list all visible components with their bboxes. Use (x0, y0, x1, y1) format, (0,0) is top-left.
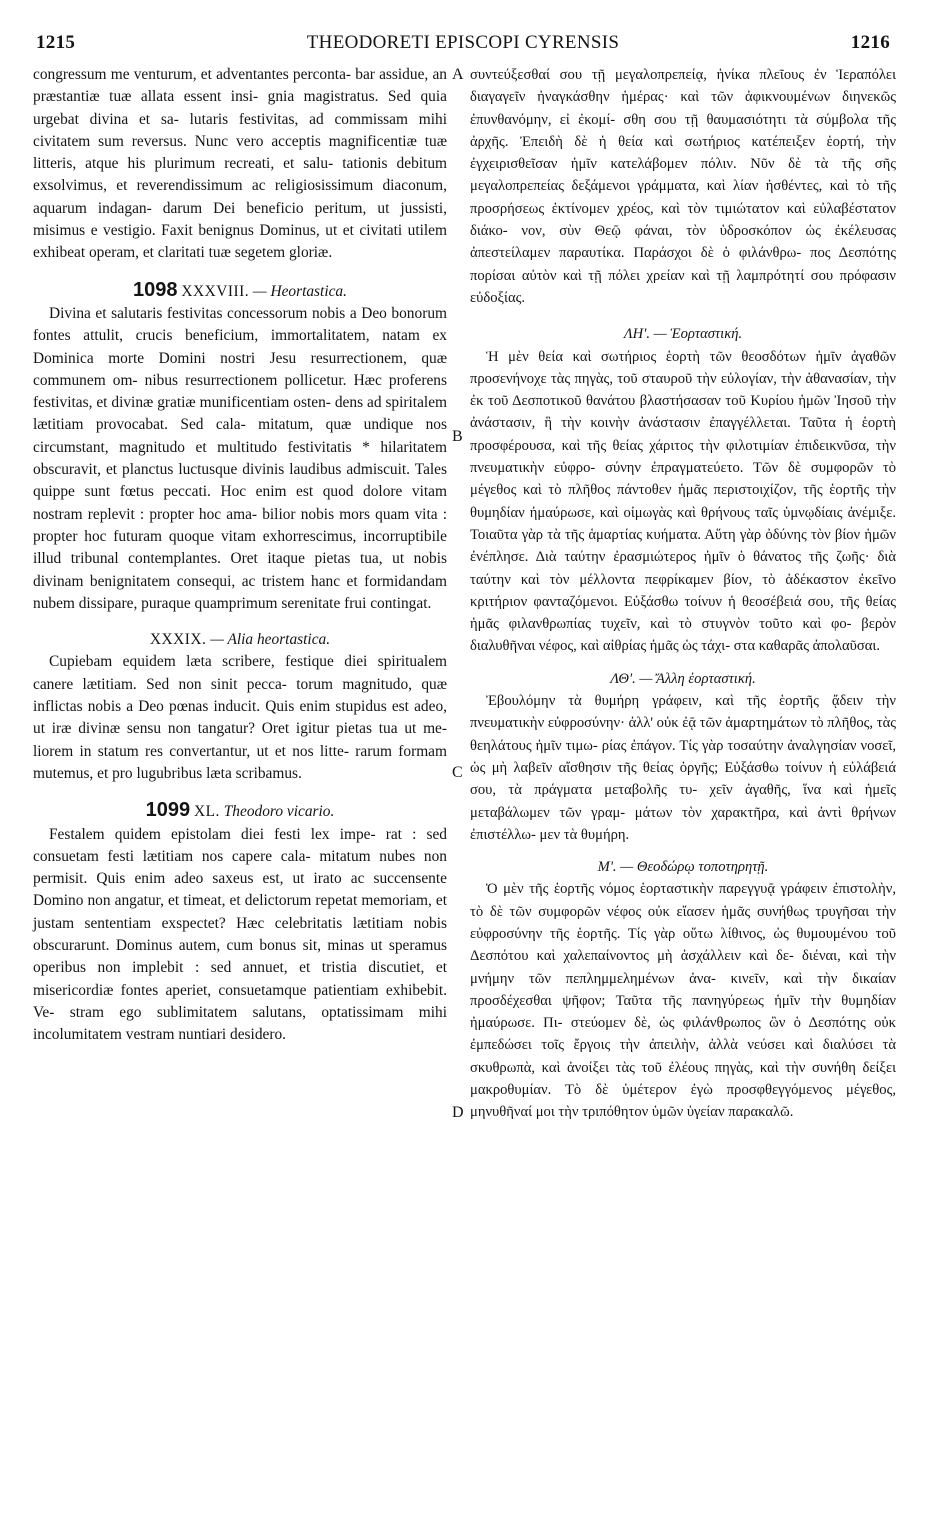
greek-heading-38: ΛΗ'. — Ἑορταστική. (623, 326, 743, 343)
latin-column (33, 64, 447, 1046)
latin-heading-39 (33, 629, 447, 651)
latin-letter-39-text: Cupiebam equidem læta scribere, festique diei spiritualem canere lætitiam. Sed non sinit pecca- torum magnitudo, quæ inflictas nobis a Deo pœnas inducit. Quis enim stupidus est adeo, ut iræ divinæ sensu non tangatur? Oret igitur pietas tua ut me- liorem in statum res convertantur, ut et nos litte- rarum formam mutemus, et pro lugubribus læta scribamus. (33, 653, 447, 782)
latin-heading-39-title: — Alia heortastica. (210, 631, 331, 649)
greek-letter-40-text: Ὁ μὲν τῆς ἑορτῆς νόμος ἑορταστικὴν παρεγγυᾷ γράφειν ἐπιστολὴν, τὸ δὲ τῶν συμφορῶν νέφος οὐκ εἴασεν ἡμᾶς συνήθως τρυγῆσαι τὴν εὐφροσύνην τῆς ἑορτῆς. Τίς γὰρ οὕτω λίθινος, ὡς θυμουμένου τοῦ Δεσπότου καὶ χαλεπαίνοντος μὴ ἀσχάλλειν καὶ δε- διέναι, καὶ τὴν μνήμην τῶν πεπλημμελημένων ἀνα- κινεῖν, καὶ τὴν δικαίαν προσδέχεσθαι ψῆφον; Ταῦτα τῆς πανηγύρεως ἡμῖν τὴν θυμηδίαν ἠμαύρωσε. Πι- στεύομεν δὲ, ὡς φιλάνθρωπος ὢν ὁ Δεσπότης οὐκ ἐμπεδώσει τοῖς ἔργοις τὴν ἀπειλὴν, ἀλλὰ νεύσει καὶ διαλύσει τὰ σκυθρωπὰ, καὶ ἀνοίξει τὰς τοῦ ἐλέους πηγὰς, καὶ τὴν συνήθη δείξει μακροθυμίαν. Τὸ δὲ ὑμέτερον ἐγὼ προσφθεγγόμενος μέγεθος, μηνυθῆναί μοι τὴν τριπόθητον ὑμῶν ὑγείαν παρακαλῶ. (470, 881, 896, 1121)
latin-intro-paragraph: congressum me venturum, et adventantes perconta- bar assidue, an præstantiæ tuæ allata essent insi- gnia magistratus. Sed quia urgebat divina et sa- lutaris festivitas, ad commissam mihi civitatem sum reversus. Nunc vero acceptis magnificentiæ tuæ litteris, atque his plurimum recreati, et salu- tationis debitum exsolvimus, et reverendissimum ac religiosissimum diaconum, aquarum indagan- darum Dei beneficio peritum, ut jussisti, misimus e vestigio. Faxit benignus Dominus, ut et civitati utilem exhibeat operam, et claritati tuæ segetem gloriæ. (33, 66, 447, 262)
greek-letter-38-text: Ἡ μὲν θεία καὶ σωτήριος ἑορτὴ τῶν θεοσδότων ἡμῖν ἀγαθῶν προσενήνοχε τὰς πηγὰς, τοῦ σταυροῦ τὴν εὐλογίαν, τὴν ἀθανασίαν, τὴν ἐκ τοῦ Δεσποτικοῦ θανάτου βλαστήσασαν τοῦ Κυρίου ἡμῶν Ἰησοῦ τὴν ἀνάστασιν, ἣ τὴν κοινὴν ἀνάστασιν ἐπαγγέλλεται. Ταῦτα ἡ ἑορτὴ προσφέρουσα, καὶ τῆς θείας χάριτος τὴν φιλοτιμίαν ἐπιδεικνῦσα, τὴν πνευματικὴν εὐφρο- σύνην ἐπραγματεύετο. Τῶν δὲ συμφορῶν τὸ μέγεθος καὶ τὸ πλῆθος πάντοθεν ἡμᾶς περιστοιχίζον, τῆς ἑορτῆς τὴν θυμηδίαν ἠμαύρωσε, καὶ οἰμωγὰς καὶ θρήνους ταῖς ὑμνῳδίαις ἀνέμιξε. Τοιαῦτα γὰρ τὰ τῆς ἁμαρτίας κυήματα. Αὕτη γὰρ ὀδύνης τὸν βίον ἡμῶν ἐνέπλησε. Διὰ ταύτην ἐρασμιώτερος ἡμῖν ὁ θάνατος τῆς ζωῆς· διὰ ταύτην καὶ τὸν μέλλοντα πεφρίκαμεν βίον, τὸ ἀδέκαστον ἐκεῖνο κριτήριον φανταζόμενοι. Εὐξάσθω τοίνυν ἡ θεοσέβειά σου, τῆς θείας ἡμᾶς φιλανθρωπίας τυχεῖν, καὶ τὸ στυγνὸν τοῦτο καὶ φο- βερὸν διαλυθῆναι νέφος, καὶ αἰθρίας ἡμᾶς ὡς τάχι- στα καθαρᾶς ἀπολαῦσαι. (470, 348, 896, 655)
latin-heading-40 (33, 799, 447, 823)
margin-marker-a: A (452, 66, 464, 83)
greek-letter-39-text: Ἐβουλόμην τὰ θυμήρη γράφειν, καὶ τῆς ἑορτῆς ᾄδειν τὴν πνευματικὴν εὐφροσύνην· ἀλλ' οὐκ ἐᾷ τῶν ἁμαρτημάτων τὸ πλῆθος, τὰς θεηλάτους ἡμῖν τιμω- ρίας ἐπάγον. Τίς γὰρ τοσαύτην ἀναλγησίαν νοσεῖ, ὡς μὴ λαβεῖν αἴσθησιν τῆς θείας ὀργῆς; Εὐξάσθω τοίνυν ἡ εὐλάβειά σου, τὰ πράγματα μεταβολῆς τυ- χεῖν ἀγαθῆς, ἵνα καὶ ἡμεῖς μεταβάλωμεν τῶν γραμ- μάτων τὸν χαρακτῆρα, καὶ ἀντὶ θρήνων ἐπιστέλλω- μεν τὰ θυμήρη. (470, 693, 896, 843)
latin-col-number-1099: 1099 (145, 799, 191, 822)
greek-heading-39: ΛΘ'. — Ἄλλη ἑορταστική. (610, 670, 756, 687)
margin-marker-b: B (452, 428, 463, 445)
latin-letter-38-text: Divina et salutaris festivitas concessorum nobis a Deo bonorum fontes attulit, crucis beneficium, immortalitatem, natam ex Dominica morte Domini nostri Jesu resurrectionem, quæ communem om- nibus resurrectionem pollicetur. Hæc proferens festivitas, et divinæ gratiæ munificentiam osten- dens ad spiritalem lætitiam provocabat. Sed cala- mitatum, quæ undique nos circumstant, magnitudo et multitudo festivitatis * hilaritatem obscuravit, et planctus luctusque divinis laudibus admiscuit. Tales quippe sunt fœtus peccati. Hoc enim est quod dolore vitam nostram replevit : propter hoc ama- bilior nobis mors quam vita : propter hoc futuram quoque vitam exhorrescimus, incorruptibile illud tribunal contemplantes. Oret itaque pietas tua, ut nobis divinam benignitatem consequi, ac tristem hanc et formidandam nubem dissipare, puraque quamprimum serenitate frui contingat. (33, 304, 447, 612)
running-title: THEODORETI EPISCOPI CYRENSIS (306, 32, 620, 53)
margin-marker-d: D (452, 1104, 464, 1121)
latin-heading-38-roman: XXXVIII. (181, 282, 250, 300)
latin-letter-40-text: Festalem quidem epistolam diei festi lex impe- rat : sed consuetam festi lætitiam nos capere cala- mitatum nubes non permisit. Quis enim adeo saxeus est, ut irato ac succensente Domino non angatur, et timeat, et delictorum repetat memoriam, et justam sententiam exspectet? Hæc celebritatis lætitiam nobis obscurarunt. Dominus autem, cum bonus sit, minas ut speramus operibus non implebit : sed annuet, et tristia discutiet, et misericordiæ fontes aperiet, consuetamque patientiam exhibebit. Ve- stram ego sublimitatem salutans, optatissimam mihi incolumitatem vestram nuntiari desidero. (33, 825, 447, 1044)
greek-column (470, 64, 896, 1124)
greek-intro-paragraph: συντεύξεσθαί σου τῇ μεγαλοπρεπείᾳ, ἡνίκα πλεῖους ἐν Ἱεραπόλει διαγαγεῖν ἠναγκάσθην ἡμέρας· καὶ τῶν ἀφικνουμένων διηνεκῶς ἐπυνθανόμην, εἰ ἐκομί- σθη σου τῇ θαυμασιότητι τὰ σύμβολα τῆς ἀρχῆς. Ἐπειδὴ δὲ ἡ θεία καὶ σωτήριος κατέπειξεν ἑορτή, τὴν ἐγχειρισθεῖσαν ἡμῖν κατελάβομεν πόλιν. Νῦν δὲ τὰ τῆς σῆς μεγαλοπρεπείας δεξάμενοι γράμματα, καὶ λίαν ἡσθέντες, καὶ τὸ τῆς προσρήσεως ἐκτίνομεν χρέος, καὶ τὸν τιμιώτατον καὶ εὐλαβέστατον διάκο- νον, σὺν Θεῷ φάναι, τὸν ὑδροσκόπον ὡς ἐκέλευσας ἀπεστείλαμεν παραυτίκα. Παράσχοι δὲ ὁ φιλάνθρω- πος Δεσπότης πορίσαι αὐτὸν καὶ τῇ πόλει χρείαν καὶ τῇ λαμπρότητί σου πρόφασιν εὐδοξίας. (470, 67, 896, 306)
greek-heading-40: Μ'. — Θεοδώρῳ τοποτηρητῇ. (597, 859, 769, 876)
page-number-left: 1215 (36, 32, 76, 53)
running-head (28, 32, 898, 62)
latin-heading-38 (33, 279, 447, 303)
latin-heading-40-title: Theodoro vicario. (223, 803, 335, 821)
page-number-right: 1216 (850, 32, 890, 53)
latin-heading-40-roman: XL. (194, 803, 220, 821)
latin-col-number-1098: 1098 (133, 278, 178, 301)
latin-heading-38-title: — Heortastica. (252, 282, 347, 300)
latin-heading-39-roman: XXXIX. (149, 631, 207, 649)
margin-marker-c: C (452, 764, 463, 781)
